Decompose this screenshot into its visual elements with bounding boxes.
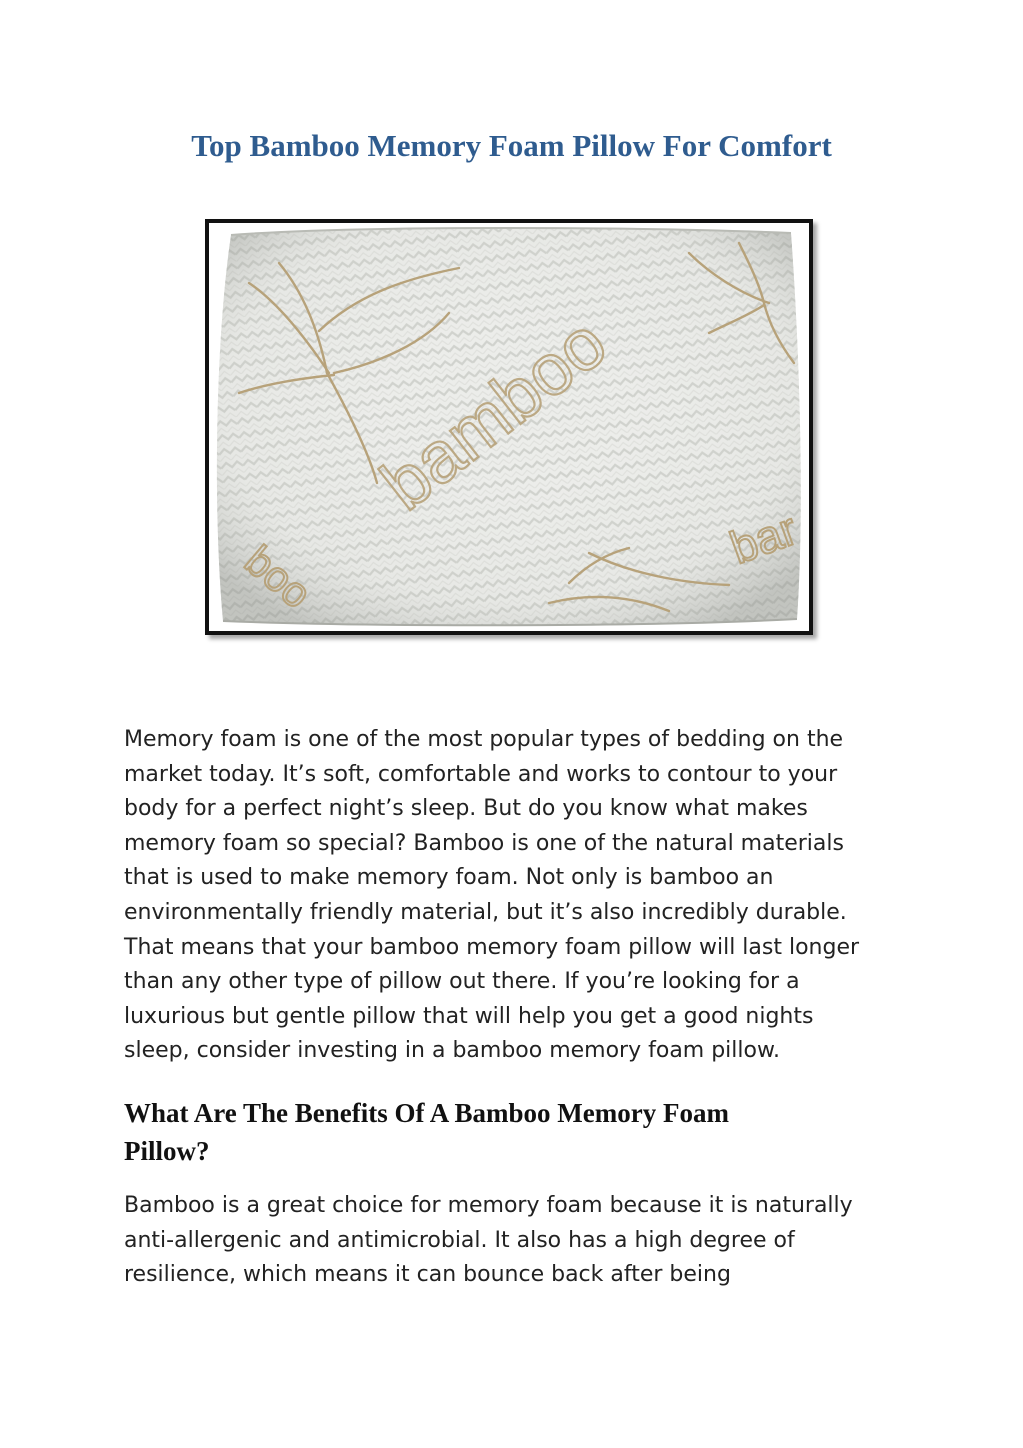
paragraph-line: sleep, consider investing in a bamboo memory foam pillow. bbox=[124, 1038, 780, 1064]
heading-line: What Are The Benefits Of A Bamboo Memory Foam bbox=[124, 1098, 729, 1128]
paragraph-line: body for a perfect night’s sleep. But do you know what makes bbox=[124, 796, 808, 822]
paragraph-line: than any other type of pillow out there. If you’re looking for a bbox=[124, 969, 800, 995]
paragraph-line: that is used to make memory foam. Not only is bamboo an bbox=[124, 865, 774, 891]
pillow-illustration bbox=[209, 223, 809, 631]
heading-line: Pillow? bbox=[124, 1136, 210, 1166]
benefits-paragraph bbox=[124, 1189, 914, 1293]
paragraph-line: environmentally friendly material, but it’s also incredibly durable. bbox=[124, 899, 847, 925]
pillow-image bbox=[205, 219, 813, 635]
pillow-embroidery-partial-right: bar bbox=[723, 502, 804, 574]
paragraph-line: market today. It’s soft, comfortable and works to contour to your bbox=[124, 761, 838, 787]
paragraph-line: That means that your bamboo memory foam pillow will last longer bbox=[124, 934, 860, 960]
paragraph-line: memory foam so special? Bamboo is one of the natural materials bbox=[124, 830, 844, 856]
page-title: Top Bamboo Memory Foam Pillow For Comfort bbox=[191, 128, 832, 163]
paragraph-line: anti-allergenic and antimicrobial. It also has a high degree of bbox=[124, 1227, 795, 1253]
benefits-heading bbox=[124, 1094, 884, 1170]
paragraph-line: Memory foam is one of the most popular types of bedding on the bbox=[124, 727, 844, 752]
pillow-embroidery-partial-left: boo bbox=[236, 536, 321, 618]
paragraph-line: luxurious but gentle pillow that will help you get a good nights bbox=[124, 1003, 814, 1029]
intro-paragraph bbox=[124, 723, 914, 1069]
pillow-embroidery-word: bamboo bbox=[367, 302, 622, 526]
paragraph-line: resilience, which means it can bounce back after being bbox=[124, 1262, 731, 1288]
paragraph-line: Bamboo is a great choice for memory foam because it is naturally bbox=[124, 1193, 853, 1218]
